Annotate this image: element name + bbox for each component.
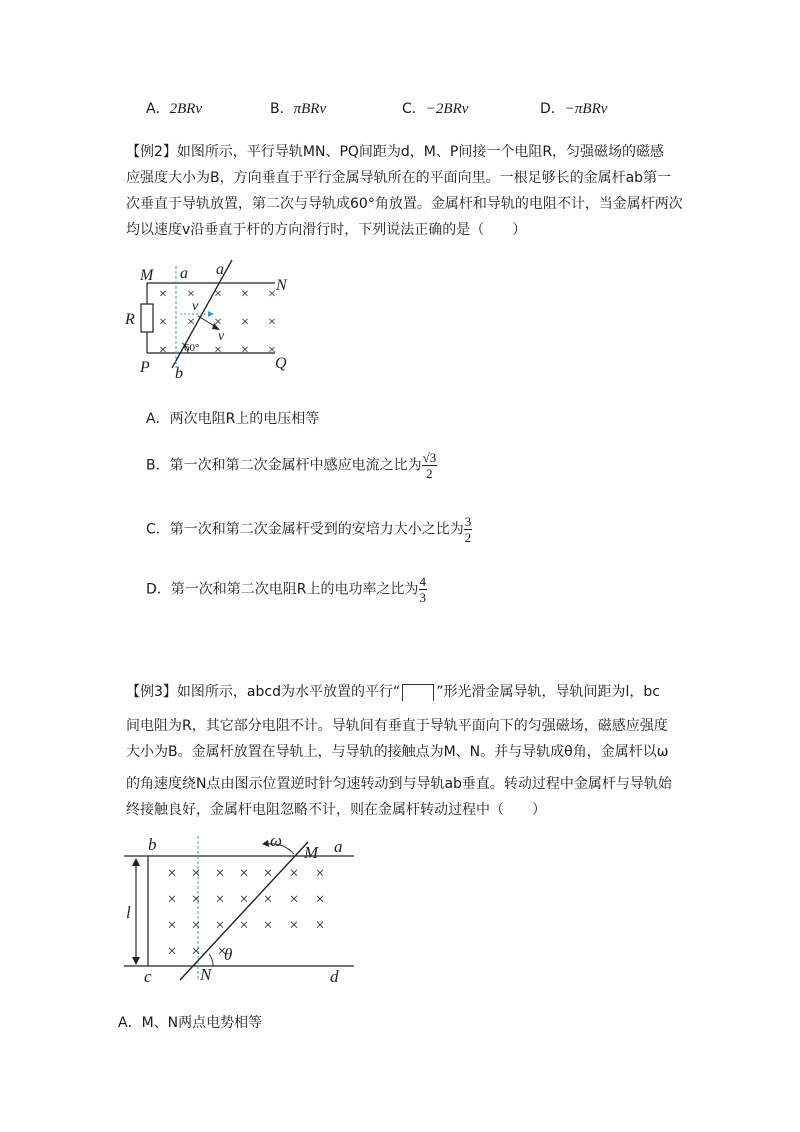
field-crosses	[167, 865, 324, 960]
label-m: M	[304, 843, 319, 862]
label-c: c	[144, 967, 152, 984]
label-m: M	[140, 267, 154, 284]
cross-mark: ×	[263, 891, 273, 908]
prev-option-b: B．πBRv	[270, 101, 327, 117]
cross-mark: ×	[215, 917, 225, 934]
label-a: a	[334, 837, 343, 856]
label-d: d	[330, 967, 339, 984]
example3-option-a: A．M、N两点电势相等	[118, 1015, 263, 1031]
cross-mark: ×	[217, 943, 227, 960]
cross-mark: ×	[215, 865, 225, 882]
cross-mark: ×	[315, 917, 325, 934]
label-p: P	[140, 359, 150, 376]
label-a-slant: a	[216, 261, 224, 278]
example3-line-1: 【例3】如图所示，abcd为水平放置的平行“ ”形光滑金属导轨，导轨间距为l，bc	[126, 684, 660, 700]
cross-mark: ×	[159, 343, 167, 358]
example2-line-2: 应强度大小为B，方向垂直于平行金属导轨所在的平面向里。一根足够长的金属杆ab第一	[126, 170, 672, 186]
label-q: Q	[275, 355, 287, 372]
prev-option-c: C．−2BRv	[402, 101, 469, 117]
cross-mark: ×	[239, 891, 249, 908]
example2-figure	[120, 256, 300, 380]
cross-mark: ×	[241, 287, 249, 302]
cross-mark: ×	[191, 865, 201, 882]
cross-mark: ×	[241, 343, 249, 358]
example2-line-3: 次垂直于导轨放置，第二次与导轨成60°角放置。金属杆和导轨的电阻不计，当金属杆两次	[126, 196, 683, 212]
cross-mark: ×	[191, 891, 201, 908]
label-angle-60: 60°	[184, 342, 200, 354]
example2-line-4: 均以速度v沿垂直于杆的方向滑行时，下列说法正确的是（ ）	[126, 222, 527, 238]
cross-mark: ×	[167, 943, 177, 960]
label-v2: v	[218, 329, 225, 344]
example3-figure	[118, 832, 358, 984]
cross-mark: ×	[268, 287, 276, 302]
cross-mark: ×	[187, 315, 195, 330]
cross-mark: ×	[159, 315, 167, 330]
length-arrow-bottom	[132, 957, 140, 965]
label-a-dashed: a	[180, 265, 188, 282]
cross-mark: ×	[263, 917, 273, 934]
label-n: N	[200, 965, 212, 984]
example3-line-5: 终接触良好，金属杆电阻忽略不计，则在金属杆转动过程中（ ）	[126, 802, 546, 818]
example3-line-4: 的角速度绕N点由图示位置逆时针匀速转动到与导轨ab垂直。转动过程中金属杆与导轨始	[126, 776, 672, 792]
cross-mark: ×	[289, 865, 299, 882]
example2-line-1: 【例2】如图所示，平行导轨MN、PQ间距为d，M、P间接一个电阻R，匀强磁场的磁感	[126, 144, 665, 160]
example2-option-d: D．第一次和第二次电阻R上的电功率之比为 $\frac{4}{3}$	[146, 574, 427, 605]
cross-mark: ×	[167, 891, 177, 908]
rotation-arrow-head	[262, 840, 269, 847]
cross-mark: ×	[214, 315, 222, 330]
prev-option-d: D．−πBRv	[540, 101, 608, 117]
cross-mark: ×	[289, 917, 299, 934]
label-theta: θ	[224, 945, 233, 964]
cross-mark: ×	[191, 917, 201, 934]
cross-mark: ×	[315, 891, 325, 908]
example3-line-3: 大小为B。金属杆放置在导轨上，与导轨的接触点为M、N。并与导轨成θ角，金属杆以ω	[126, 744, 669, 760]
label-r: R	[125, 311, 135, 328]
field-crosses	[159, 287, 276, 358]
cross-mark: ×	[263, 865, 273, 882]
label-b: b	[148, 835, 157, 854]
example2-option-a: A．两次电阻R上的电压相等	[146, 411, 320, 427]
example3-line-2: 间电阻为R，其它部分电阻不计。导轨间有垂直于导轨平面向下的匀强磁场，磁感应强度	[126, 718, 668, 734]
cross-mark: ×	[268, 343, 276, 358]
cross-mark: ×	[241, 315, 249, 330]
cross-mark: ×	[167, 917, 177, 934]
cross-mark: ×	[159, 287, 167, 302]
cross-mark: ×	[167, 865, 177, 882]
cross-mark: ×	[215, 891, 225, 908]
cross-mark: ×	[187, 287, 195, 302]
resistor-r	[141, 304, 153, 332]
cross-mark: ×	[289, 891, 299, 908]
cross-mark: ×	[315, 865, 325, 882]
prev-option-a: A．2BRv	[146, 101, 203, 117]
label-l: l	[126, 903, 131, 922]
example2-option-b: B．第一次和第二次金属杆中感应电流之比为 $\frac{√3}{2}$	[146, 450, 437, 481]
label-n: N	[276, 277, 287, 294]
label-omega: ω	[270, 832, 283, 850]
cross-mark: ×	[214, 287, 222, 302]
label-v1: v	[192, 299, 199, 314]
example2-option-c: C．第一次和第二次金属杆受到的安培力大小之比为 $\frac{3}{2}$	[146, 514, 472, 545]
cross-mark: ×	[214, 343, 222, 358]
cross-mark: ×	[191, 943, 201, 960]
bracket-shape-icon	[402, 684, 434, 701]
length-arrow-top	[132, 858, 140, 866]
cross-mark: ×	[268, 315, 276, 330]
cross-mark: ×	[239, 917, 249, 934]
cross-mark: ×	[239, 865, 249, 882]
label-b: b	[175, 365, 183, 380]
